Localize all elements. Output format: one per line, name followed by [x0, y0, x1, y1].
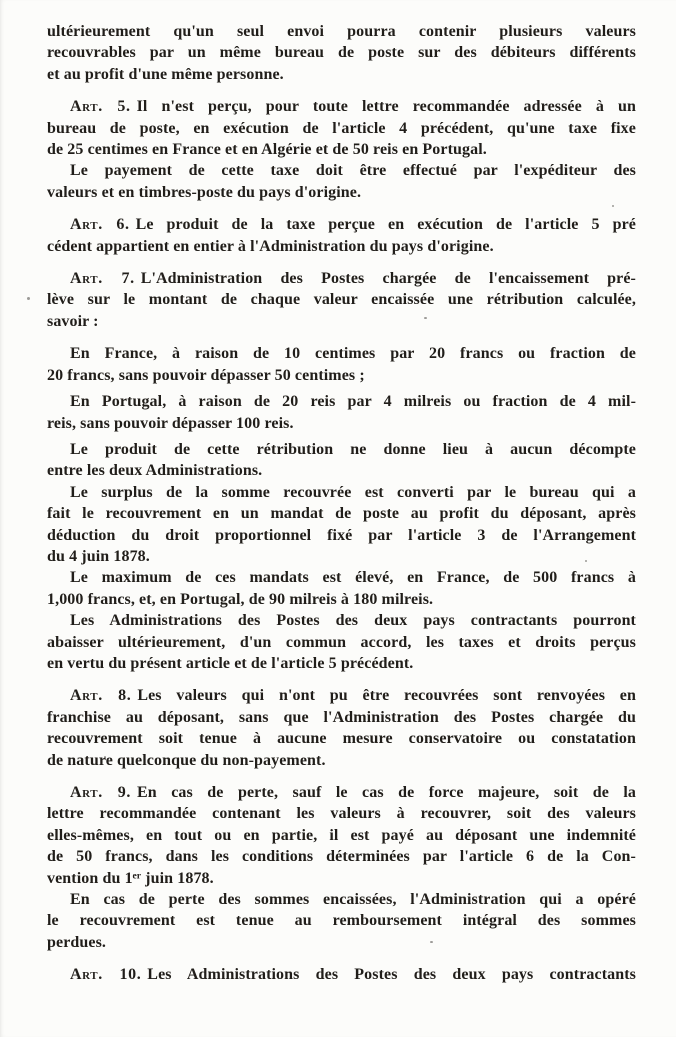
scan-speck [424, 317, 427, 319]
scan-speck [612, 205, 614, 207]
text-line: de 50 francs, dans les conditions déterminées par l'article 6 de la Con- [47, 848, 636, 866]
article-number-label: Art. 6. [70, 216, 130, 234]
text-line: et au profit d'une même personne. [47, 65, 284, 83]
scan-speck [27, 297, 30, 300]
text-line: savoir : [47, 312, 99, 330]
text-line: 1,000 francs, et, en Portugal, de 90 milreis à 180 milreis. [47, 590, 434, 608]
text-line: franchise au déposant, sans que l'Administration des Postes chargée du [47, 708, 636, 726]
text-line: recouvrables par un même bureau de poste sur des débiteurs différents [47, 44, 636, 62]
text-line: Le produit de cette rétribution ne donne lieu à aucun décompte [70, 440, 636, 458]
body-paragraph [47, 160, 636, 203]
text-line: reis, sans pouvoir dépasser 100 reis. [47, 414, 294, 432]
text-line: Le surplus de la somme recouvrée est converti par le bureau qui a [70, 483, 636, 501]
text-line: bureau de poste, en exécution de l'article 4 précédent, qu'une taxe fixe [47, 119, 636, 137]
text-line: cédent appartient en entier à l'Administration du pays d'origine. [47, 237, 494, 255]
text-line: Art. 6. Le produit de la taxe perçue en exécution de l'article 5 pré [70, 216, 636, 234]
scan-speck [430, 941, 433, 943]
article-number-label: Art. 10. [70, 966, 142, 984]
body-paragraph [47, 343, 636, 386]
text-line: en vertu du présent article et de l'article 5 précédent. [47, 654, 414, 672]
scan-speck [585, 560, 587, 562]
text-line: de 25 centimes en France et en Algérie et de 50 reis en Portugal. [47, 141, 487, 159]
article-paragraph [47, 214, 636, 257]
text-line: elles-mêmes, en tout ou en partie, il est payé au déposant une indemnité [47, 826, 636, 844]
text-line: vention du 1ᵉʳ juin 1878. [47, 869, 214, 887]
article-paragraph [47, 96, 636, 160]
article-number-label: Art. 9. [70, 784, 131, 801]
scan-speck [104, 756, 106, 758]
text-line: valeurs et en timbres-poste du pays d'origine. [47, 183, 362, 201]
text-line: abaisser ultérieurement, d'un commun accord, les taxes et droits perçus [47, 633, 636, 651]
text-line: Le payement de cette taxe doit être effectué par l'expéditeur des [70, 162, 636, 180]
text-line: de nature quelconque du non-payement. [47, 751, 326, 769]
body-paragraph [47, 610, 636, 674]
body-paragraph [47, 889, 636, 953]
body-paragraph [47, 21, 636, 85]
article-number-label: Art. 5. [70, 98, 131, 116]
text-line: ultérieurement qu'un seul envoi pourra contenir plusieurs valeurs [47, 23, 636, 40]
text-line: recouvrement soit tenue à aucune mesure conservatoire ou constatation [47, 730, 636, 748]
text-line: fait le recouvrement en un mandat de poste au profit du déposant, après [47, 505, 636, 523]
text-line: du 4 juin 1878. [47, 547, 150, 565]
text-line: déduction du droit proportionnel fixé par l'article 3 de l'Arrangement [47, 526, 636, 544]
text-line: En France, à raison de 10 centimes par 20 francs ou fraction de [70, 345, 636, 363]
text-line: En Portugal, à raison de 20 reis par 4 milreis ou fraction de 4 mil- [70, 393, 636, 411]
body-paragraph [47, 391, 636, 434]
article-paragraph [47, 685, 636, 771]
text-line: lève sur le montant de chaque valeur encaissée une rétribution calculée, [47, 291, 636, 309]
text-line: le recouvrement est tenue au remboursement intégral des sommes [47, 912, 636, 930]
text-line: Le maximum de ces mandats est élevé, en France, de 500 francs à [70, 569, 636, 587]
body-paragraph [47, 482, 636, 568]
article-paragraph [47, 964, 636, 985]
text-line: Art. 9. En cas de perte, sauf le cas de force majeure, soit de la [70, 784, 636, 801]
text-line: Art. 8. Les valeurs qui n'ont pu être recouvrées sont renvoyées en [70, 687, 636, 705]
text-line: Art. 7. L'Administration des Postes chargée de l'encaissement pré- [70, 270, 636, 288]
body-paragraph [47, 439, 636, 482]
text-line: Art. 10. Les Administrations des Postes des deux pays contractants [70, 966, 636, 984]
body-paragraph [47, 567, 636, 610]
text-line: En cas de perte des sommes encaissées, l'Administration qui a opéré [70, 891, 636, 909]
article-paragraph [47, 782, 636, 889]
text-line: 20 francs, sans pouvoir dépasser 50 centimes ; [47, 366, 365, 384]
text-line: lettre recommandée contenant les valeurs à recouvrer, soit des valeurs [47, 805, 636, 823]
article-number-label: Art. 8. [70, 687, 132, 705]
text-block [47, 21, 636, 986]
article-number-label: Art. 7. [70, 270, 135, 288]
article-paragraph [47, 268, 636, 332]
text-line: Les Administrations des Postes des deux pays contractants pourront [70, 612, 636, 630]
text-line: entre les deux Administrations. [47, 462, 263, 480]
text-line: perdues. [47, 933, 107, 951]
text-line: Art. 5. Il n'est perçu, pour toute lettre recommandée adressée à un [70, 98, 636, 116]
